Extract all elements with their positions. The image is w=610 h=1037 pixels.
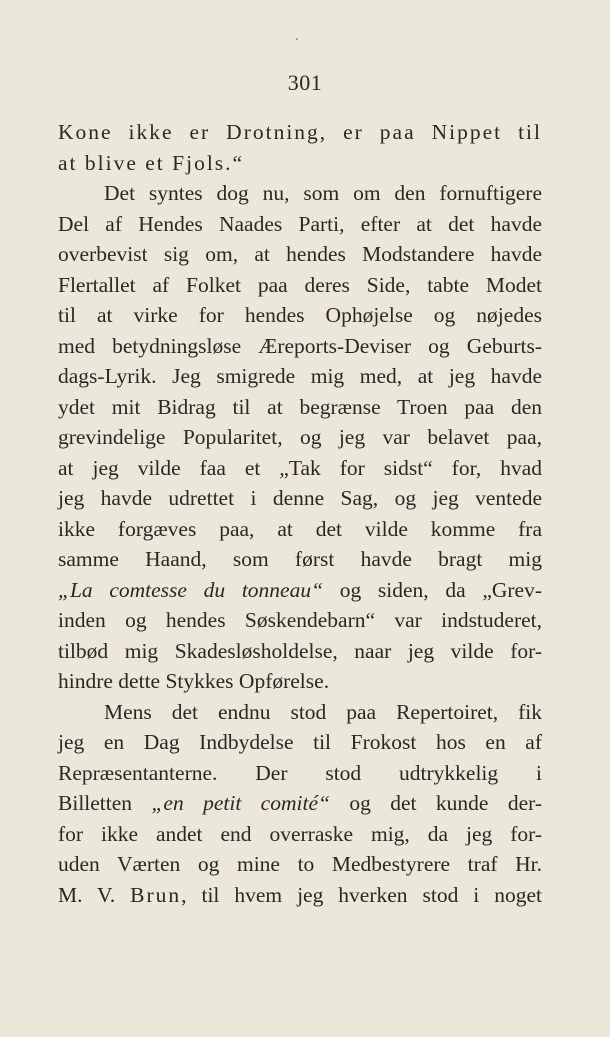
text-line xyxy=(58,209,542,240)
text-segment: ydet mit Bidrag til at begrænse Troen paa den xyxy=(58,394,542,419)
text-line xyxy=(58,605,542,636)
text-segment: Billetten xyxy=(58,791,152,815)
text-line xyxy=(58,849,542,880)
text-segment: og siden, da „Grev- xyxy=(323,577,543,602)
text-segment: hindre dette Stykkes Opførelse. xyxy=(58,669,330,693)
text-segment: til at virke for hendes Ophøjelse og nøjedes xyxy=(58,303,542,327)
text-line xyxy=(58,758,542,789)
text-segment: jeg havde udrettet i denne Sag, og jeg ventede xyxy=(58,486,542,510)
text-segment: M. V. xyxy=(58,882,131,907)
text-segment: med betydningsløse Æreports-Deviser og Geburts- xyxy=(58,333,542,358)
text-line xyxy=(58,727,542,758)
paper-speck xyxy=(296,38,298,40)
text-line xyxy=(58,300,542,331)
italic-phrase: „en petit comité“ xyxy=(151,791,330,815)
text-segment: uden Værten og mine to Medbestyrere traf Hr. xyxy=(58,852,542,876)
text-line xyxy=(58,666,542,697)
text-line xyxy=(58,331,542,362)
text-line xyxy=(58,819,542,850)
text-segment: Det syntes dog nu, som om den fornuftigere xyxy=(104,181,542,205)
text-line xyxy=(58,636,542,667)
text-line xyxy=(58,270,542,301)
text-line xyxy=(58,392,542,423)
text-segment: for ikke andet end overraske mig, da jeg for- xyxy=(58,821,542,846)
page-number: 301 xyxy=(287,70,323,95)
text-segment: ikke forgæves paa, at det vilde komme fra xyxy=(58,516,542,541)
text-segment: samme Haand, som først havde bragt mig xyxy=(58,547,542,571)
text-line xyxy=(58,453,542,484)
text-segment: Mens det endnu stod paa Repertoiret, fik xyxy=(104,699,542,724)
text-segment: tilbød mig Skadesløsholdelse, naar jeg vilde for- xyxy=(58,638,542,663)
body-text xyxy=(58,117,542,910)
text-line xyxy=(58,575,542,606)
text-line xyxy=(58,239,542,270)
text-segment: og det kunde der- xyxy=(329,791,542,815)
text-line xyxy=(58,697,542,728)
text-line xyxy=(58,361,542,392)
text-segment: overbevist sig om, at hendes Modstandere havde xyxy=(58,242,542,266)
text-line xyxy=(58,422,542,453)
text-segment: jeg en Dag Indbydelse til Frokost hos en af xyxy=(58,730,542,754)
text-segment: grevindelige Popularitet, og jeg var belavet paa, xyxy=(58,425,542,449)
text-segment: Flertallet af Folket paa deres Side, tabte Modet xyxy=(58,272,542,297)
text-line xyxy=(58,483,542,514)
text-line xyxy=(58,178,542,209)
text-segment: dags-Lyrik. Jeg smigrede mig med, at jeg havde xyxy=(58,364,542,388)
text-line xyxy=(58,544,542,575)
text-line xyxy=(58,117,542,148)
text-line xyxy=(58,788,542,819)
text-segment: inden og hendes Søskendebarn“ var indstuderet, xyxy=(58,608,542,632)
text-segment: at blive et Fjols.“ xyxy=(58,150,245,175)
text-segment: Brun xyxy=(130,882,182,907)
text-segment: Kone ikke er Drotning, er paa Nippet til xyxy=(58,120,542,144)
italic-phrase: „La comtesse du tonneau“ xyxy=(58,577,324,602)
text-line xyxy=(58,148,542,179)
text-line xyxy=(58,514,542,545)
text-line xyxy=(58,880,542,911)
text-segment: at jeg vilde faa et „Tak for sidst“ for, hvad xyxy=(58,455,542,480)
text-segment: Repræsentanterne. Der stod udtrykkelig i xyxy=(58,760,542,785)
text-segment: , til hvem jeg hverken stod i noget xyxy=(181,882,543,907)
text-segment: Del af Hendes Naades Parti, efter at det havde xyxy=(58,211,542,236)
